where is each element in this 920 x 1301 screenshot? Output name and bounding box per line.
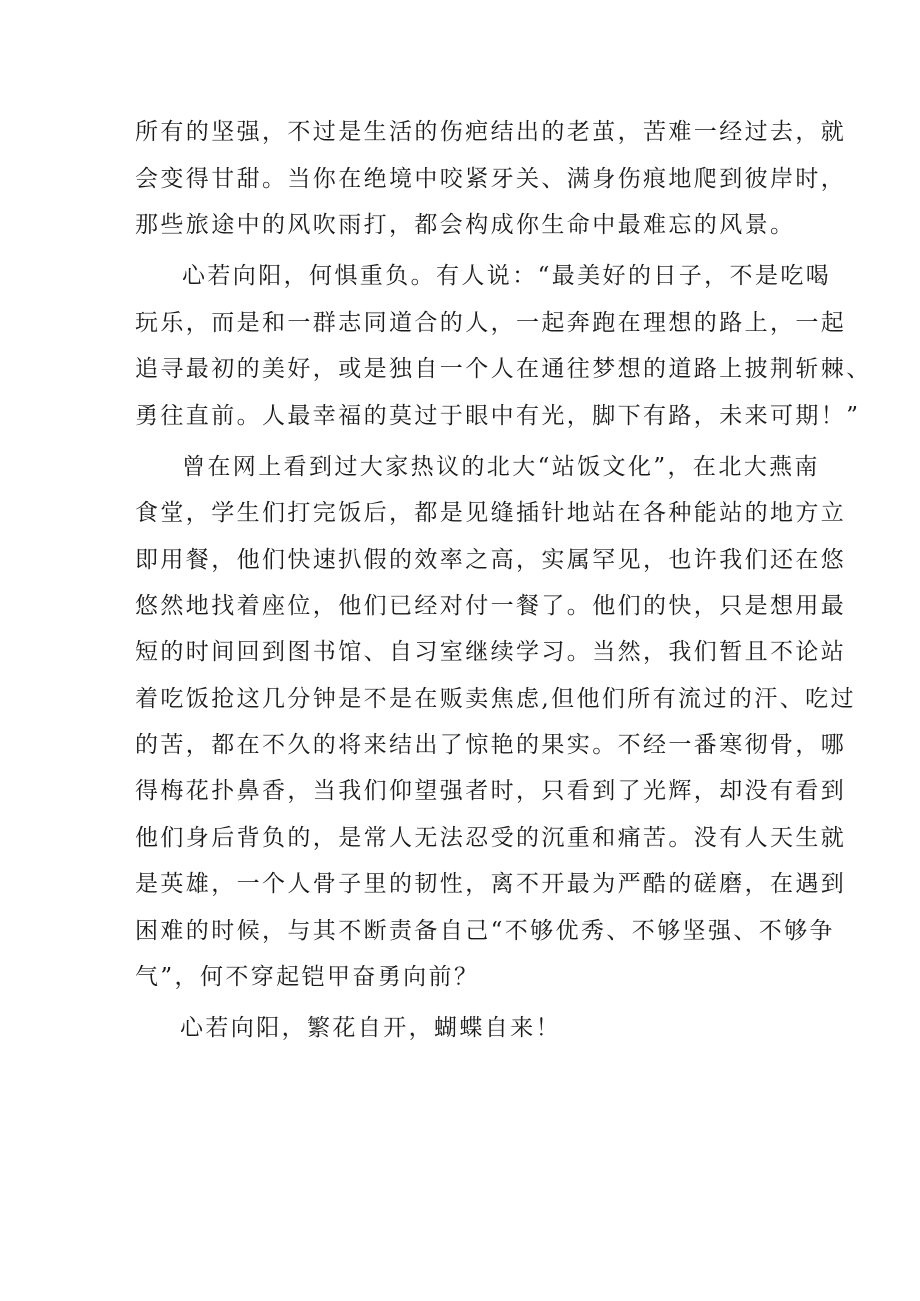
text-line: 勇往直前。人最幸福的莫过于眼中有光，脚下有路，未来可期！”	[135, 403, 861, 429]
text-line: 玩乐，而是和一群志同道合的人，一起奔跑在理想的路上，一起	[135, 310, 847, 336]
text-line: 曾在网上看到过大家热议的北大“站饭文化”，在北大燕南	[182, 454, 820, 480]
text-line: 是英雄，一个人骨子里的韧性，离不开最为严酷的磋磨，在遇到	[135, 871, 847, 897]
text-line: 气”，何不穿起铠甲奋勇向前？	[135, 964, 480, 990]
text-line: 即用餐，他们快速扒假的效率之高，实属罕见，也许我们还在悠	[135, 547, 847, 573]
text-line: 的苦，都在不久的将来结出了惊艳的果实。不经一番寒彻骨，哪	[135, 732, 847, 758]
text-line: 短的时间回到图书馆、自习室继续学习。当然，我们暂且不论站	[135, 639, 847, 665]
text-line: 所有的坚强，不过是生活的伤疤结出的老茧，苦难一经过去，就	[135, 119, 847, 145]
text-line: 心若向阳，繁花自开，蝴蝶自来！	[180, 1015, 561, 1041]
text-line: 他们身后背负的，是常人无法忍受的沉重和痛苦。没有人天生就	[135, 825, 847, 851]
text-line: 得梅花扑鼻香，当我们仰望强者时，只看到了光辉，却没有看到	[135, 778, 847, 804]
text-line: 食堂，学生们打完饭后，都是见缝插针地站在各种能站的地方立	[135, 500, 847, 526]
text-line: 那些旅途中的风吹雨打，都会构成你生命中最难忘的风景。	[135, 212, 796, 238]
text-line: 悠然地找着座位，他们已经对付一餐了。他们的快，只是想用最	[135, 593, 847, 619]
text-line: 追寻最初的美好，或是独自一个人在通往梦想的道路上披荆斩棘、	[135, 356, 872, 382]
text-line: 着吃饭抢这几分钟是不是在贩卖焦虑,但他们所有流过的汗、吃过	[135, 686, 856, 712]
text-line: 会变得甘甜。当你在绝境中咬紧牙关、满身伤痕地爬到彼岸时，	[135, 166, 847, 192]
text-line: 心若向阳，何惧重负。有人说：“最美好的日子，不是吃喝	[182, 263, 832, 289]
text-line: 困难的时候，与其不断责备自己“不够优秀、不够坚强、不够争	[135, 918, 835, 944]
